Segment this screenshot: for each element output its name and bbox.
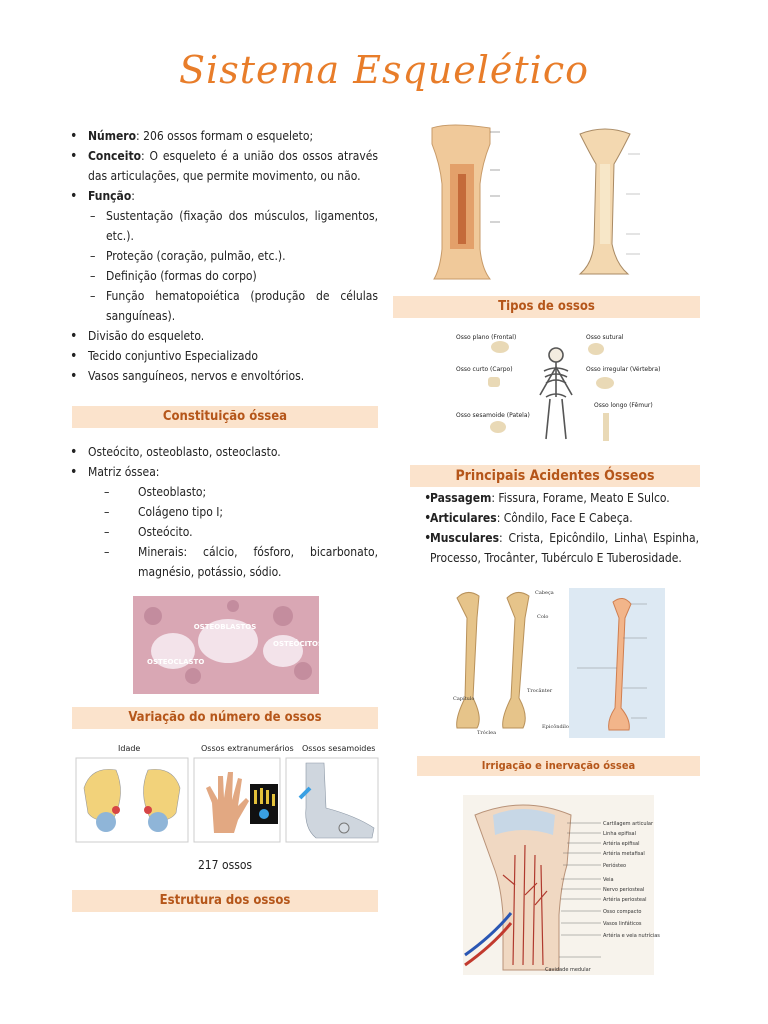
sub-list-item: – Colágeno tipo I; — [60, 502, 378, 522]
list-item: • Passagem: Fissura, Forame, Meato E Sulco. — [414, 488, 699, 508]
histology-label: OSTEOCLASTO — [147, 658, 205, 666]
bone-type-label: Osso sutural — [586, 334, 624, 341]
bone-type-label: Osso longo (Fêmur) — [594, 402, 653, 409]
irrigation-image — [463, 795, 660, 975]
bone-type-label: Osso plano (Frontal) — [456, 334, 517, 341]
bone-type-label: Osso curto (Carpo) — [456, 366, 513, 373]
sub-list-item: – Proteção (coração, pulmão, etc.). — [60, 246, 378, 266]
histology-image — [133, 596, 324, 694]
section-header-variacao: Variação do número de ossos — [72, 707, 378, 729]
irrigation-label: Artéria periosteal — [603, 897, 647, 903]
sub-list-item: – Osteoblasto; — [60, 482, 378, 502]
histology-label: OSTEÓCITOS — [273, 640, 324, 648]
sub-list-item: – Função hematopoiética (produção de células sanguíneas). — [60, 286, 378, 326]
bone-label: Epicôndilo — [542, 724, 569, 730]
list-item: • Conceito: O esqueleto é a união dos ossos através das articulações, que permite movimento, ou não. — [60, 146, 378, 186]
left-column — [60, 126, 378, 386]
list-item: • Osteócito, osteoblasto, osteoclasto. — [60, 442, 378, 462]
list-item: • Tecido conjuntivo Especializado — [60, 346, 378, 366]
sub-list-item: – Sustentação (fixação dos músculos, ligamentos, etc.). — [60, 206, 378, 246]
histology-label: OSTEOBLASTOS — [193, 623, 257, 631]
irrigation-label: Vasos linfáticos — [603, 921, 642, 927]
bone-label: Cabeça — [535, 590, 554, 596]
list-item: • Número: 206 ossos formam o esqueleto; — [60, 126, 378, 146]
bone-types-image — [450, 331, 663, 443]
list-item: • Função: — [60, 186, 378, 206]
section-header-tipos: Tipos de ossos — [393, 296, 700, 318]
acidentes-list — [414, 488, 699, 568]
sub-list-item: – Minerais: cálcio, fósforo, bicarbonato, magnésio, potássio, sódio. — [60, 542, 378, 582]
list-item: • Musculares: Crista, Epicôndilo, Linha\ Espinha, Processo, Trocânter, Tubérculo E Tuberosidade. — [414, 528, 699, 568]
constituicao-list — [60, 442, 378, 582]
list-item: • Articulares: Côndilo, Face E Cabeça. — [414, 508, 699, 528]
section-header-acidentes: Principais Acidentes Ósseos — [410, 465, 700, 487]
irrigation-label: Periósteo — [603, 863, 627, 869]
irrigation-label: Artéria metafisal — [603, 851, 645, 857]
section-header-constituicao: Constituição óssea — [72, 406, 378, 428]
irrigation-label: Linha epifisal — [603, 831, 637, 837]
bone-label: Colo — [537, 614, 549, 620]
hand-image — [194, 758, 280, 842]
page-title: Sistema Esquelético — [179, 48, 589, 92]
figure-caption: Ossos extranumerários — [201, 744, 294, 753]
irrigation-label: Cavidade medular — [545, 967, 591, 973]
irrigation-label: Cartilagem articular — [603, 821, 654, 827]
irrigation-label: Artéria epifisal — [603, 841, 640, 847]
irrigation-label: Osso compacto — [603, 909, 642, 915]
list-item: • Matriz óssea: — [60, 462, 378, 482]
irrigation-label: Artéria e veia nutrícias — [603, 933, 660, 939]
irrigation-label: Nervo periosteal — [603, 887, 645, 893]
sub-list-item: – Definição (formas do corpo) — [60, 266, 378, 286]
variacao-figure — [76, 744, 378, 844]
humerus-femur-image — [447, 588, 665, 738]
bone-type-label: Osso irregular (Vértebra) — [586, 366, 661, 373]
bone-type-label: Osso sesamoide (Patela) — [456, 412, 530, 419]
figure-caption: Ossos sesamoides — [302, 744, 376, 753]
variacao-total: 217 ossos — [197, 858, 253, 872]
bone-label: Capítulo — [453, 696, 475, 702]
long-bone-image — [430, 124, 664, 284]
section-header-estrutura: Estrutura dos ossos — [72, 890, 378, 912]
sub-list-item: – Osteócito. — [60, 522, 378, 542]
list-item: • Divisão do esqueleto. — [60, 326, 378, 346]
foot-image — [286, 758, 378, 842]
irrigation-label: Veia — [603, 877, 614, 883]
list-item: • Vasos sanguíneos, nervos e envoltórios. — [60, 366, 378, 386]
pelvis-image — [76, 758, 188, 842]
section-header-irrigacao: Irrigação e inervação óssea — [417, 756, 700, 776]
figure-caption: Idade — [118, 744, 141, 753]
bone-label: Trocânter — [527, 688, 553, 694]
bone-label: Tróclea — [477, 730, 497, 736]
